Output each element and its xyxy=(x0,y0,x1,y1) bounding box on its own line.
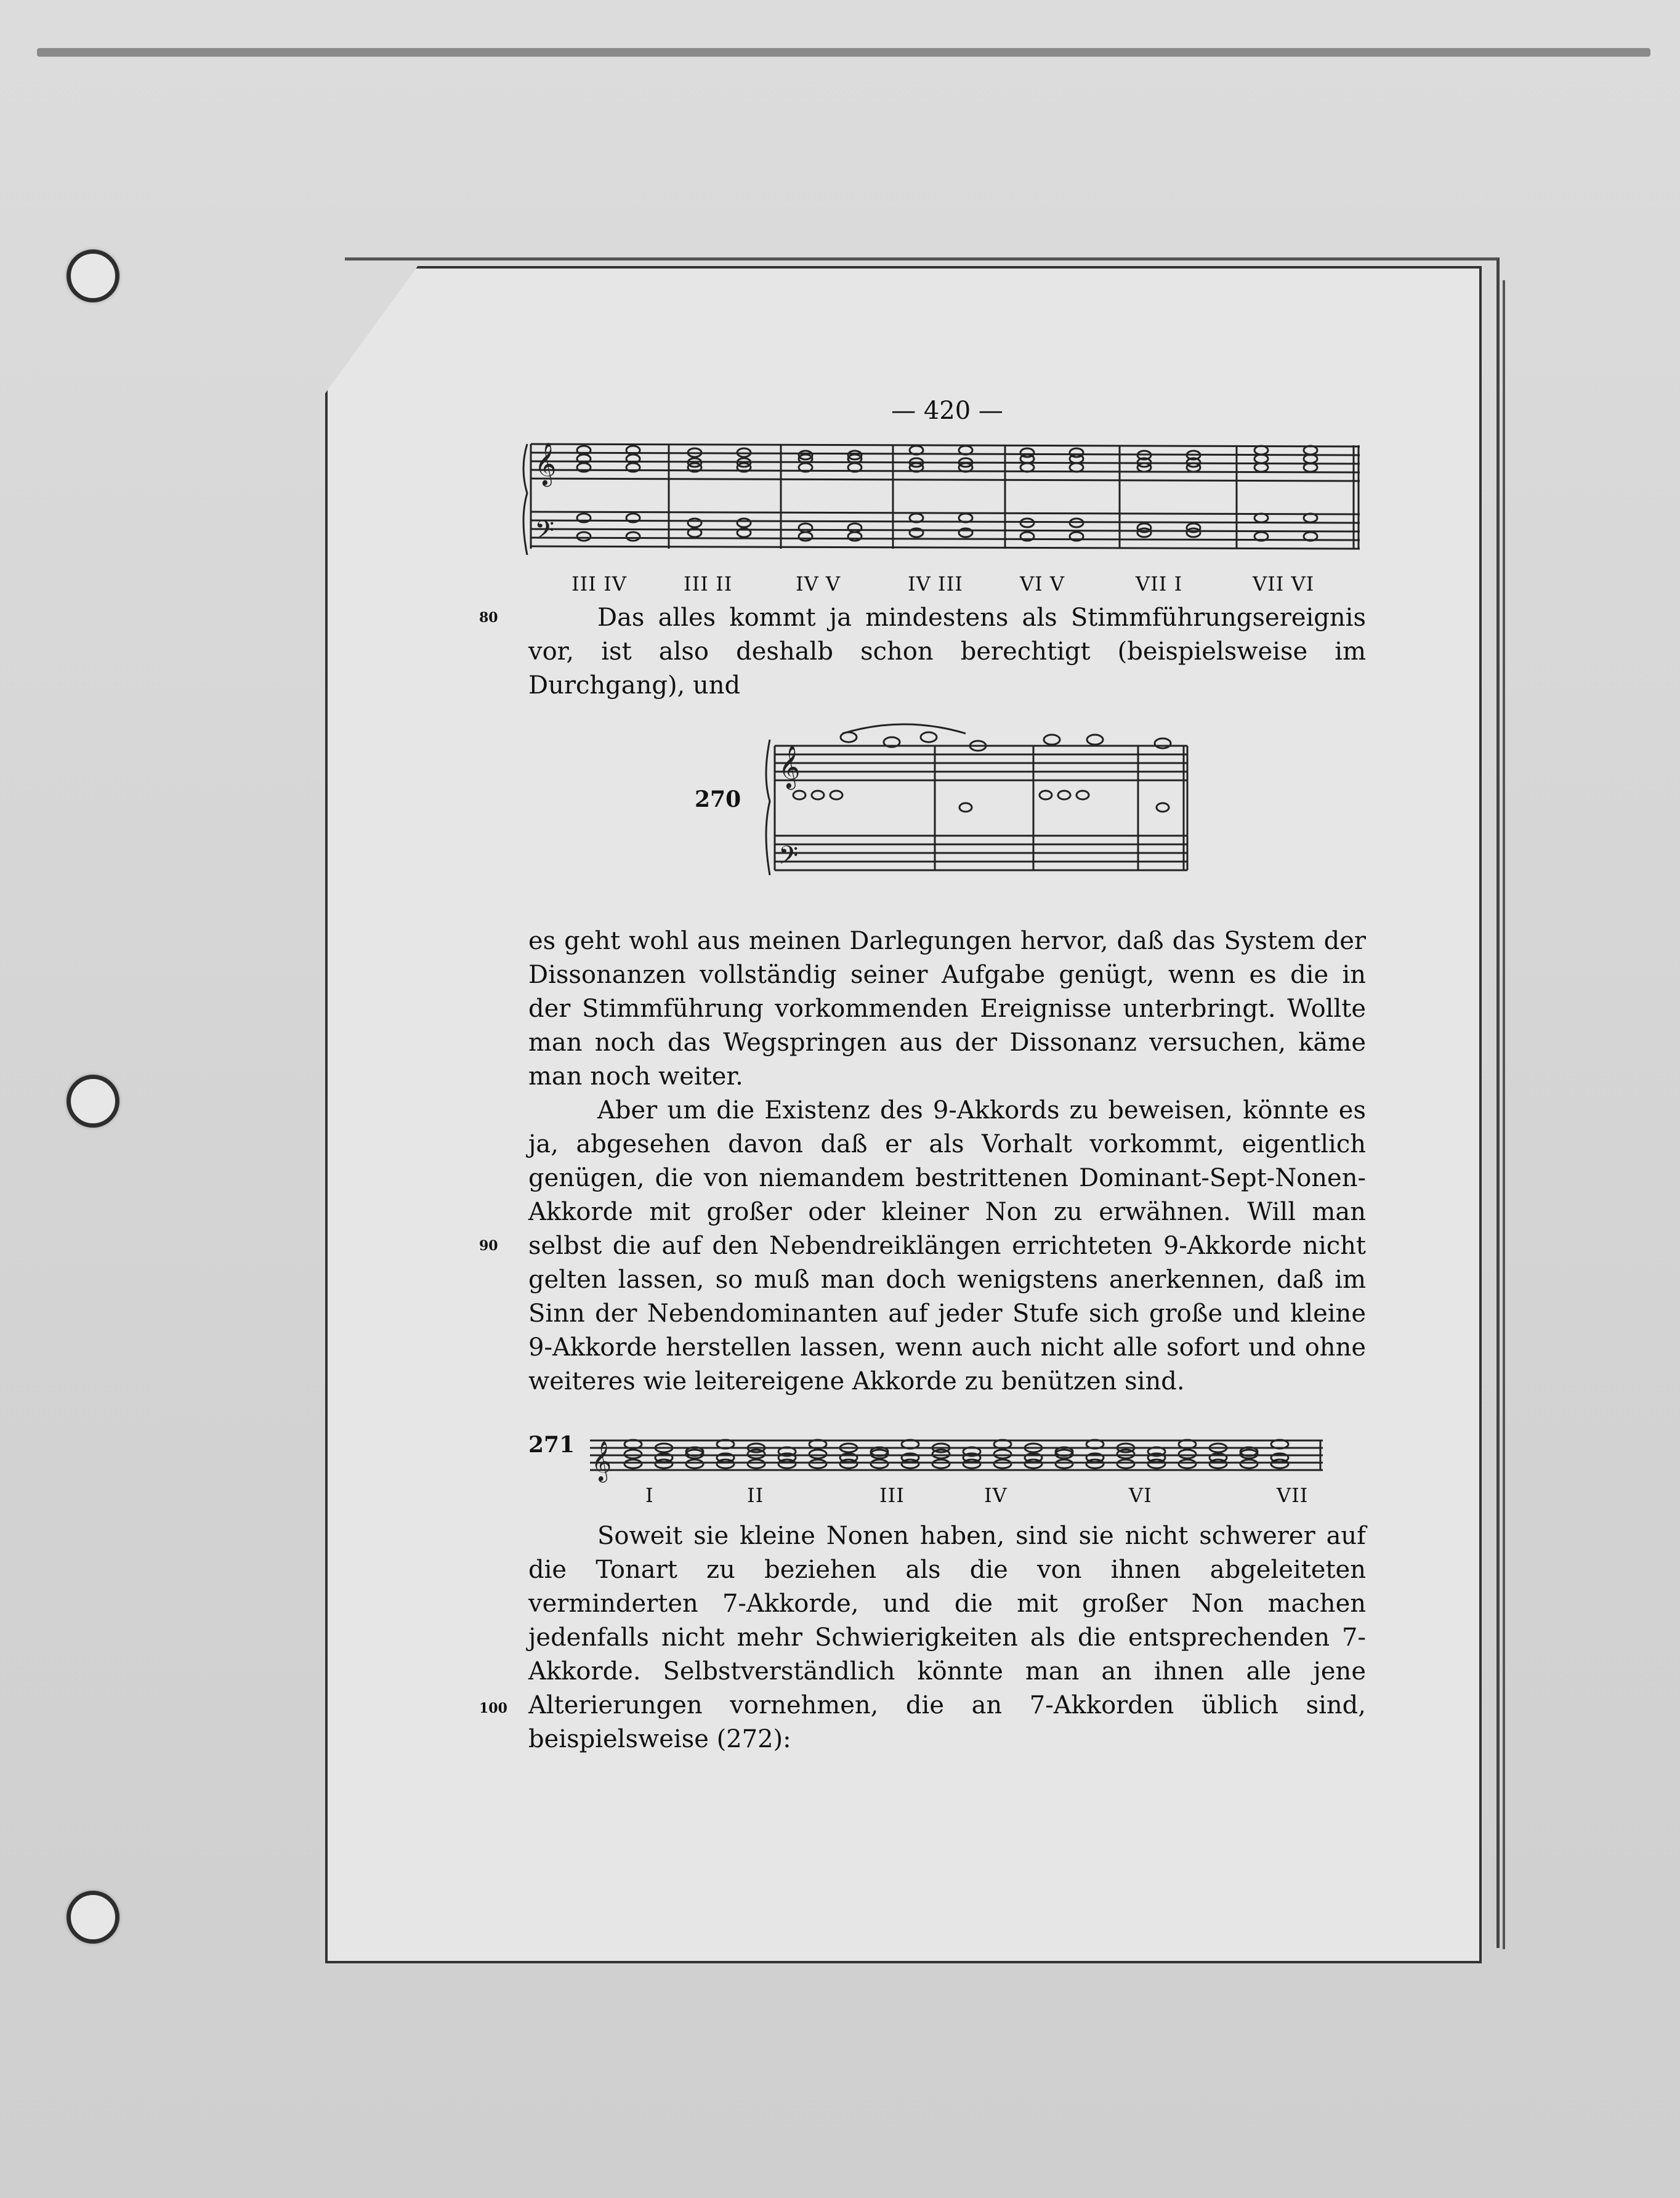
note-head xyxy=(1240,1460,1258,1468)
note-head xyxy=(1025,1460,1042,1468)
note-head xyxy=(577,532,591,541)
paragraph-3: Aber um die Existenz des 9-Akkords zu beweisen, könnte es ja, abgesehen davon daß er als Vorhalt vorkommt, eigentlich genügen, die von niemandem bestrittenen Dominant-Sept-Nonen-Akkorde mit großer oder kleiner Non zu erwähnen. Will man selbst die auf den Nebendreiklängen errichteten 9-Akkorde nicht gelten lassen, so muß man doch wenigstens anerkennen, daß im Sinn der Nebendominanten auf jeder Stufe sich große und kleine 9-Akkorde herstellen lassen, wenn auch nicht alle sofort und ohne weiteres wie leitereigene Akkorde zu benützen sind. xyxy=(528,1096,1366,1396)
degree-label: IV III xyxy=(908,572,963,596)
note-head xyxy=(1058,791,1070,799)
degree-label: VII VI xyxy=(1253,572,1315,596)
music-example-270 xyxy=(695,715,1366,918)
note-head xyxy=(921,732,937,742)
svg-text:𝄞: 𝄞 xyxy=(535,442,557,485)
note-head xyxy=(655,1460,672,1468)
score-269 xyxy=(522,432,1372,573)
note-head xyxy=(1117,1450,1134,1458)
note-head xyxy=(1254,455,1268,463)
svg-text:𝄢: 𝄢 xyxy=(535,515,555,551)
degree-label: IV V xyxy=(796,572,841,596)
svg-text:𝄞: 𝄞 xyxy=(778,745,801,788)
note-head xyxy=(748,1460,765,1468)
note-head xyxy=(688,519,701,527)
punch-hole-bottom xyxy=(67,1891,119,1944)
note-head xyxy=(737,519,751,527)
degree-label: II xyxy=(747,1484,764,1507)
note-head xyxy=(1254,446,1268,455)
note-head xyxy=(624,1450,642,1458)
degree-label: I xyxy=(645,1484,654,1507)
degree-label: III xyxy=(879,1484,905,1507)
note-head xyxy=(1179,1460,1196,1468)
note-head xyxy=(686,1460,703,1468)
note-head xyxy=(1056,1460,1073,1468)
line-number-80: 80 xyxy=(479,610,498,626)
note-head xyxy=(1044,735,1060,745)
note-head xyxy=(1117,1460,1134,1468)
note-head xyxy=(809,1450,826,1458)
note-head xyxy=(626,532,640,541)
svg-text:𝄢: 𝄢 xyxy=(778,841,799,876)
note-head xyxy=(1087,735,1103,745)
note-head xyxy=(1070,455,1083,463)
note-head xyxy=(793,791,806,799)
paragraph-1: Das alles kommt ja mindestens als Stimmführungsereignis vor, ist also deshalb schon berechtigt (beispielsweise im Durchgang), und xyxy=(528,604,1366,700)
note-head xyxy=(994,1450,1011,1458)
note-head xyxy=(778,1460,796,1468)
note-head xyxy=(1148,1460,1165,1468)
degree-labels-271 xyxy=(645,1479,1308,1513)
note-head xyxy=(841,732,857,742)
score-271 xyxy=(584,1416,1384,1484)
note-head xyxy=(1076,791,1089,799)
example-number-271: 271 xyxy=(528,1432,575,1458)
note-head xyxy=(1254,514,1268,522)
note-head xyxy=(624,1460,642,1468)
note-head xyxy=(748,1450,765,1458)
note-head xyxy=(812,791,824,799)
degree-label: VI xyxy=(1129,1484,1152,1507)
score-270 xyxy=(762,715,1255,918)
note-head xyxy=(840,1460,857,1468)
music-example-271 xyxy=(528,1416,1366,1508)
note-head xyxy=(1070,463,1083,472)
degree-label: IV xyxy=(984,1484,1008,1507)
note-head xyxy=(959,803,972,812)
line-number-100: 100 xyxy=(479,1700,507,1716)
note-head xyxy=(932,1450,950,1458)
note-head xyxy=(1157,803,1169,812)
music-example-269 xyxy=(522,432,1366,601)
note-head xyxy=(1040,791,1052,799)
paragraph-4: Soweit sie kleine Nonen haben, sind sie nicht schwerer auf die Tonart zu beziehen als die von ihnen abgeleiteten verminderten 7-Akkorde, und die mit großer Non machen jedenfalls nicht mehr Schwierigkeiten als die entsprechenden 7-Akkorde. Selbstverständlich könnte man an ihnen alle jene Alterierungen vornehmen, die an 7-Akkorden üblich sind, beispielsweise (272): xyxy=(528,1522,1366,1753)
note-head xyxy=(963,1460,980,1468)
note-head xyxy=(830,791,842,799)
degree-labels-269 xyxy=(571,567,1366,601)
degree-label: III IV xyxy=(571,572,627,596)
page-number: — 420 — xyxy=(891,397,1003,425)
note-head xyxy=(799,532,812,541)
note-head xyxy=(1254,463,1268,472)
note-head xyxy=(809,1460,826,1468)
note-head xyxy=(717,1460,734,1468)
punch-hole-middle xyxy=(67,1075,119,1128)
note-head xyxy=(1086,1460,1104,1468)
note-head xyxy=(871,1460,888,1468)
degree-label: VII I xyxy=(1136,572,1183,596)
degree-label: VII xyxy=(1277,1484,1309,1507)
degree-label: III II xyxy=(684,572,733,596)
note-head xyxy=(1179,1450,1196,1458)
sheet-top-edge xyxy=(37,48,1650,57)
punch-hole-top xyxy=(67,249,119,302)
note-head xyxy=(932,1460,950,1468)
note-head xyxy=(1020,519,1034,527)
note-head xyxy=(1210,1460,1227,1468)
example-number-270: 270 xyxy=(695,786,741,812)
degree-label: VI V xyxy=(1020,572,1065,596)
note-head xyxy=(994,1460,1011,1468)
note-head xyxy=(799,523,812,532)
page-content xyxy=(479,394,1366,1756)
svg-text:𝄞: 𝄞 xyxy=(591,1441,612,1481)
line-number-90: 90 xyxy=(479,1238,498,1254)
note-head xyxy=(1271,1460,1288,1468)
note-head xyxy=(1155,738,1171,748)
paragraph-2: es geht wohl aus meinen Darlegungen hervor, daß das System der Dissonanzen vollständig seiner Aufgabe genügt, wenn es die in der Stimmführung vorkommenden Ereignisse unterbringt. Wollte man noch das Wegspringen aus der Dissonanz versuchen, käme man noch weiter. xyxy=(528,927,1366,1091)
note-head xyxy=(902,1460,919,1468)
